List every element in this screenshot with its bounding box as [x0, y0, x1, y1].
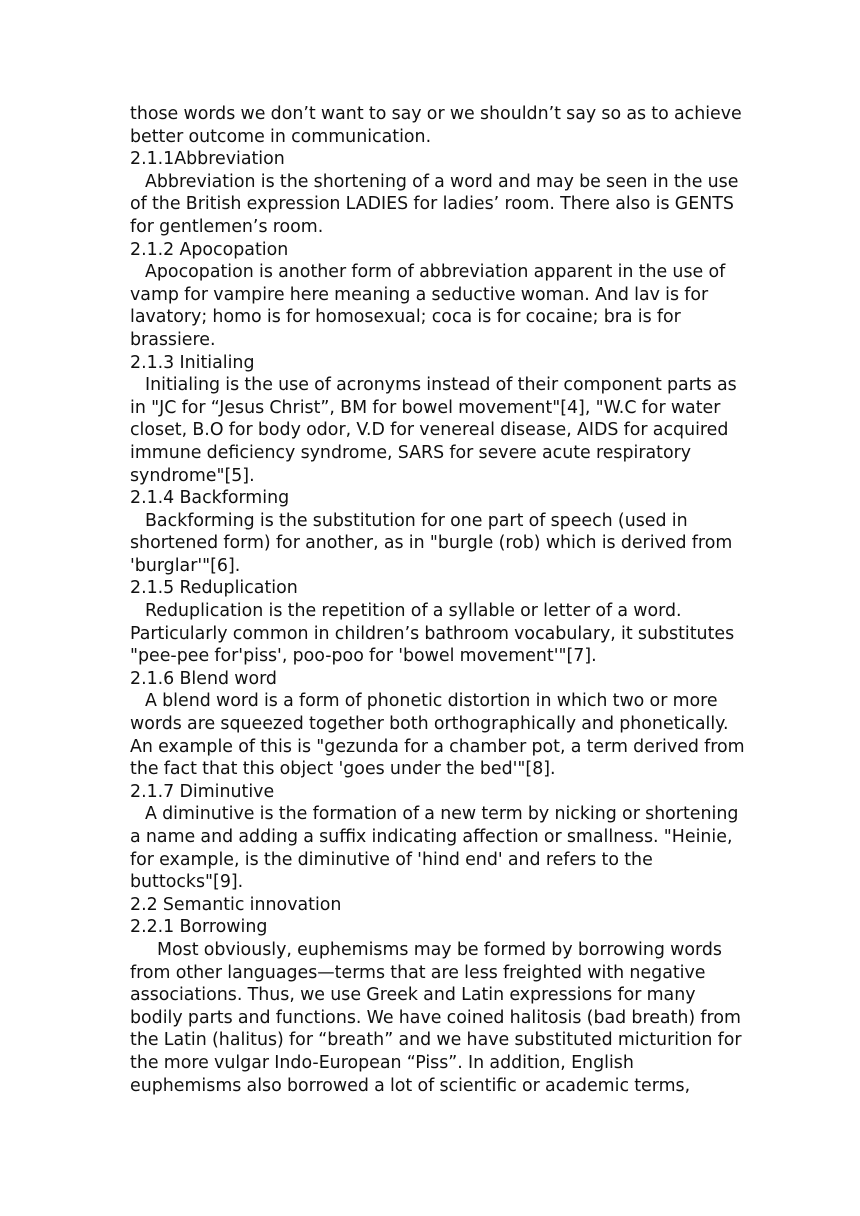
body-text-line: associations. Thus, we use Greek and Latin expressions for many	[130, 985, 696, 1006]
body-text-line: shortened form) for another, as in "burgle (rob) which is derived from	[130, 533, 733, 554]
body-text-line: vamp for vampire here meaning a seductive woman. And lav is for	[130, 284, 709, 305]
body-text-line: from other languages—terms that are less freighted with negative	[130, 962, 706, 983]
section-heading: 2.1.3 Initialing	[130, 352, 255, 373]
section-heading: 2.2.1 Borrowing	[130, 917, 268, 938]
body-text-line: Initialing is the use of acronyms instead of their component parts as	[145, 375, 737, 396]
body-text-line: lavatory; homo is for homosexual; coca is for cocaine; bra is for	[130, 307, 681, 328]
body-text-line: bodily parts and functions. We have coined halitosis (bad breath) from	[130, 1007, 741, 1028]
section-heading: 2.1.4 Backforming	[130, 488, 290, 509]
section-heading: 2.1.7 Diminutive	[130, 781, 275, 802]
section-heading: 2.1.1Abbreviation	[130, 149, 285, 170]
section-heading: 2.2 Semantic innovation	[130, 894, 342, 915]
body-text-line: closet, B.O for body odor, V.D for venereal disease, AIDS for acquired	[130, 420, 729, 441]
body-text-line: "pee-pee for'piss', poo-poo for 'bowel movement'"[7].	[130, 646, 597, 667]
body-text-line: 'burglar'"[6].	[130, 555, 241, 576]
body-text-line: Reduplication is the repetition of a syllable or letter of a word.	[145, 601, 682, 622]
body-text-line: buttocks"[9].	[130, 872, 244, 893]
section-heading: 2.1.6 Blend word	[130, 668, 277, 689]
body-text-line: Backforming is the substitution for one part of speech (used in	[145, 510, 688, 531]
body-text-line: A blend word is a form of phonetic distortion in which two or more	[145, 691, 718, 712]
section-heading: 2.1.5 Reduplication	[130, 578, 298, 599]
body-text-line: for gentlemen’s room.	[130, 216, 324, 237]
body-text-line: immune deficiency syndrome, SARS for severe acute respiratory	[130, 442, 692, 463]
body-text-line: better outcome in communication.	[130, 126, 432, 147]
body-text-line: Particularly common in children’s bathroom vocabulary, it substitutes	[130, 623, 735, 644]
body-text-line: of the British expression LADIES for ladies’ room. There also is GENTS	[130, 194, 734, 215]
body-text-line: those words we don’t want to say or we shouldn’t say so as to achieve	[130, 104, 742, 124]
body-text-line: A diminutive is the formation of a new term by nicking or shortening	[145, 804, 739, 825]
body-text-line: brassiere.	[130, 329, 216, 350]
body-text-line: the fact that this object 'goes under the bed'"[8].	[130, 759, 556, 780]
body-text-line: Most obviously, euphemisms may be formed by borrowing words	[157, 939, 722, 960]
document-page	[130, 103, 745, 1097]
body-text-line: An example of this is "gezunda for a chamber pot, a term derived from	[130, 736, 745, 757]
body-text-line: Abbreviation is the shortening of a word and may be seen in the use	[145, 171, 739, 192]
body-text-line: Apocopation is another form of abbreviation apparent in the use of	[145, 262, 726, 283]
body-text-line: the more vulgar Indo-European “Piss”. In addition, English	[130, 1052, 634, 1073]
body-text-line: euphemisms also borrowed a lot of scientific or academic terms,	[130, 1075, 691, 1096]
body-text-line: a name and adding a suffix indicating affection or smallness. "Heinie,	[130, 827, 733, 847]
body-text-line: words are squeezed together both orthographically and phonetically.	[130, 714, 729, 735]
body-text-line: syndrome"[5].	[130, 465, 255, 486]
body-text-line: the Latin (halitus) for “breath” and we have substituted micturition for	[130, 1030, 742, 1051]
section-heading: 2.1.2 Apocopation	[130, 239, 289, 260]
body-text-line: in "JC for “Jesus Christ”, BM for bowel movement"[4], "W.C for water	[130, 397, 721, 418]
body-text-line: for example, is the diminutive of 'hind end' and refers to the	[130, 849, 653, 870]
